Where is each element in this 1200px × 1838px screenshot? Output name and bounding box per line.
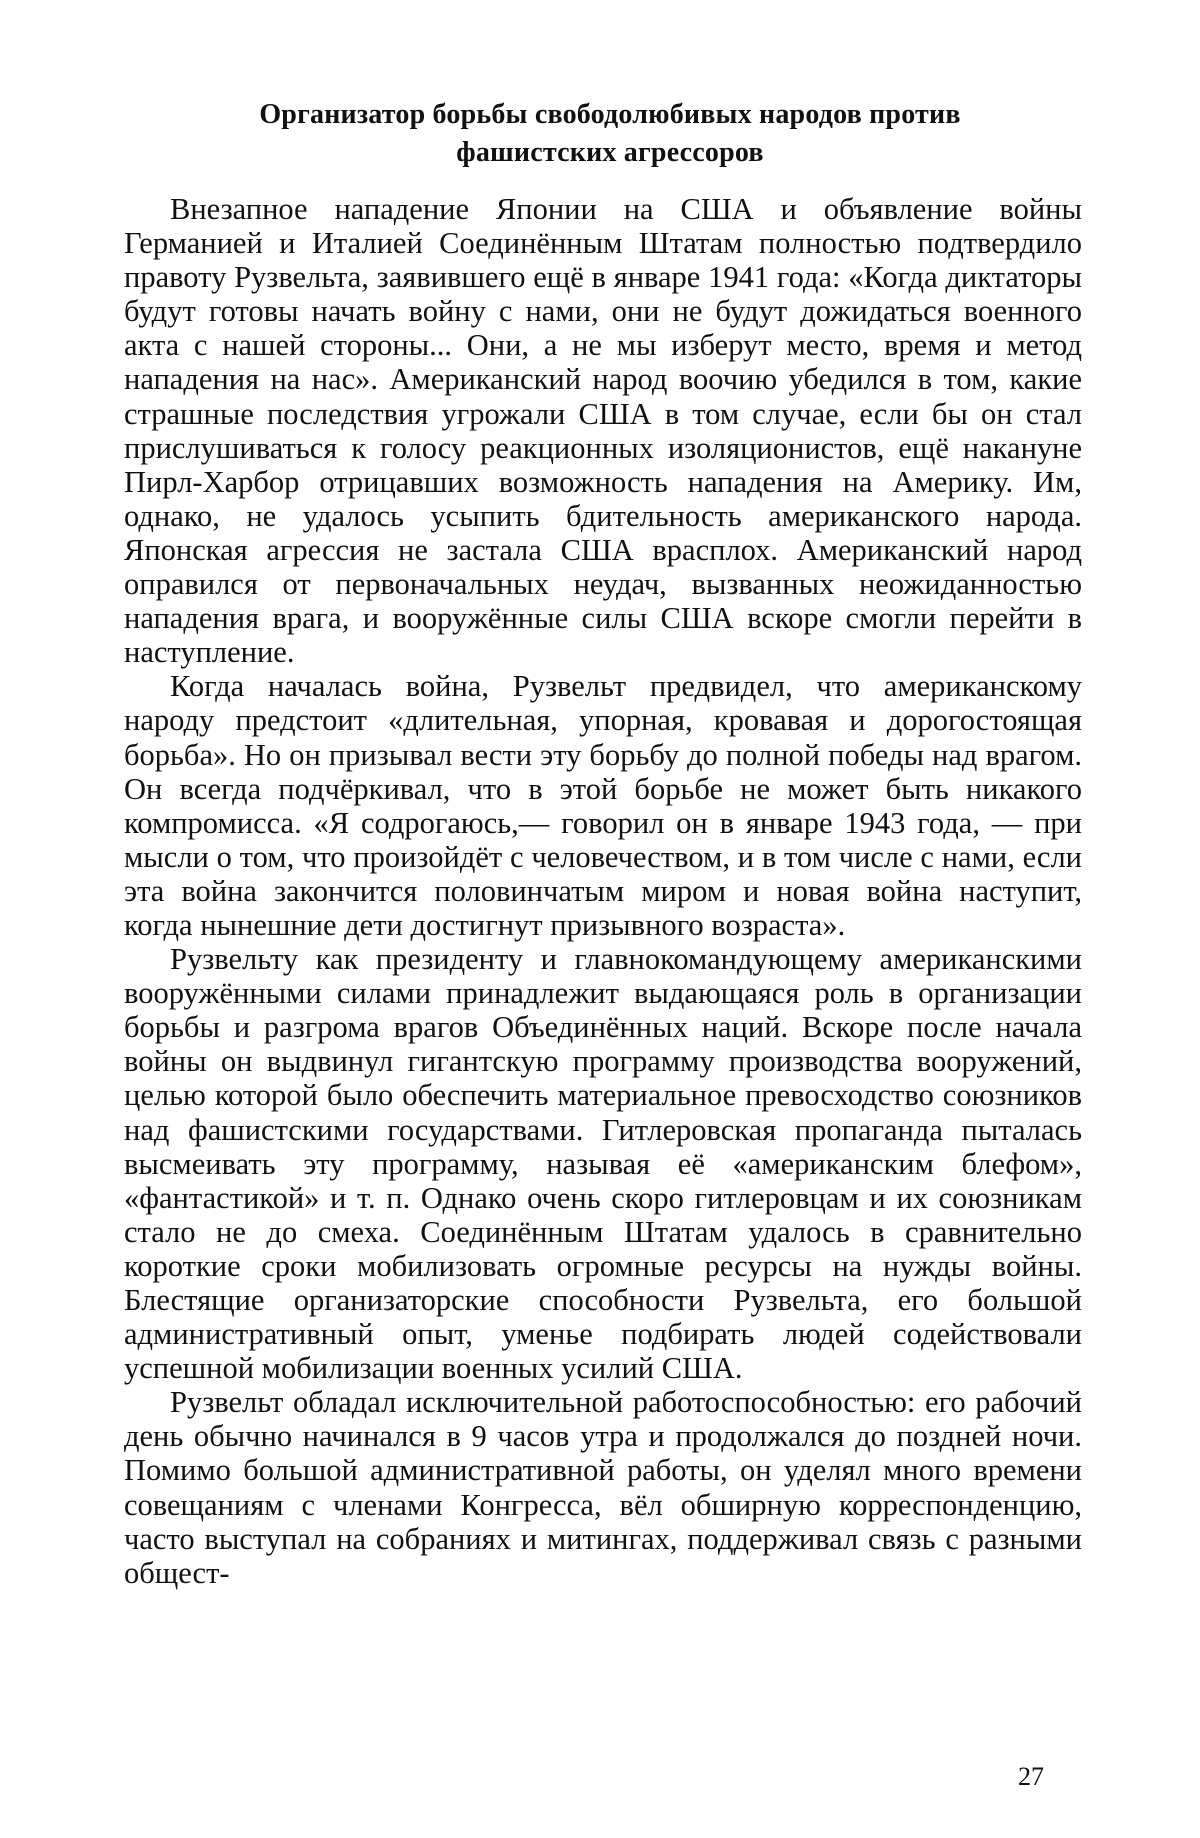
- paragraph: [124, 1385, 1082, 1590]
- paragraph-text: Когда началась война, Рузвельт предвидел, что американскому народу предстоит «длительная, упорная, кровавая и дорогостоящая борьба». Но он призывал вести эту борьбу до полной победы над врагом. Он всегда подчёркивал, что в этой борьбе не может быть никакого компромисса. «Я содрогаюсь,— говорил он в январе 1943 года, — при мысли о том, что произойдёт с человечеством, и в том числе с нами, если эта война закончится половинчатым миром и новая война наступит, когда нынешние дети достигнут призывного возраста».: [124, 669, 1082, 942]
- paragraph: [124, 192, 1082, 669]
- book-page: [0, 0, 1200, 1838]
- chapter-title-line-2: фашистских агрессоров: [170, 134, 1050, 172]
- page-number: 27: [1018, 1762, 1044, 1792]
- paragraph: [124, 942, 1082, 1385]
- paragraph-text: Внезапное нападение Японии на США и объявление войны Германией и Италией Соединённым Штатам полностью подтвердило правоту Рузвельта, заявившего ещё в январе 1941 года: «Когда диктаторы будут готовы начать войну с нами, они не будут дожидаться военного акта с нашей стороны... Они, а не мы изберут место, время и метод нападения на нас». Американский народ воочию убедился в том, какие страшные последствия угрожали США в том случае, если бы он стал прислушиваться к голосу реакционных изоляционистов, ещё накануне Пирл-Харбор отрицавших возможность нападения на Америку. Им, однако, не удалось усыпить бдительность американского народа. Японская агрессия не застала США врасплох. Американский народ оправился от первоначальных неудач, вызванных неожиданностью нападения врага, и вооружённые силы США вскоре смогли перейти в наступление.: [124, 192, 1082, 669]
- paragraph-text: Рузвельту как президенту и главнокомандующему американскими вооружёнными силами принадлежит выдающаяся роль в организации борьбы и разгрома врагов Объединённых наций. Вскоре после начала войны он выдвинул гигантскую программу производства вооружений, целью которой было обеспечить материальное превосходство союзников над фашистскими государствами. Гитлеровская пропаганда пыталась высмеивать эту программу, называя её «американским блефом», «фантастикой» и т. п. Однако очень скоро гитлеровцам и их союзникам стало не до смеха. Соединённым Штатам удалось в сравнительно короткие сроки мобилизовать огромные ресурсы на нужды войны. Блестящие организаторские способности Рузвельта, его большой административный опыт, уменье подбирать людей содействовали успешной мобилизации военных усилий США.: [124, 942, 1082, 1385]
- chapter-title: [170, 96, 1050, 172]
- paragraph-text: Рузвельт обладал исключительной работоспособностью: его рабочий день обычно начинался в 9 часов утра и продолжался до поздней ночи. Помимо большой административной работы, он уделял много времени совещаниям с членами Конгресса, вёл обширную корреспонденцию, часто выступал на собраниях и митингах, поддерживал связь с разными общест-: [124, 1385, 1082, 1589]
- chapter-title-line-1: Организатор борьбы свободолюбивых народов против: [170, 96, 1050, 134]
- paragraph: [124, 669, 1082, 942]
- body-text: [124, 192, 1082, 1590]
